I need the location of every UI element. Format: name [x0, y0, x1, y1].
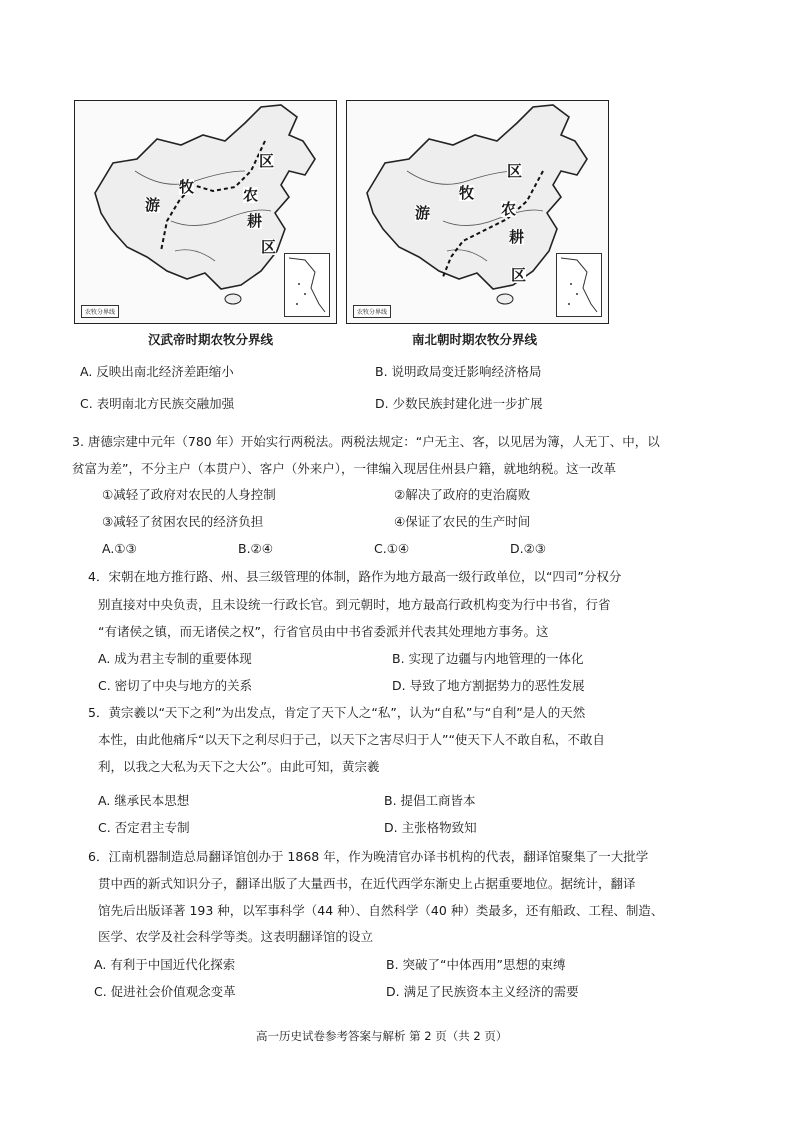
map-label-nong: 农	[501, 200, 517, 218]
q2-option-b[interactable]: B. 说明政局变迁影响经济格局	[375, 364, 542, 379]
map-label-qu-bottom: 区	[511, 266, 527, 284]
q5-option-b[interactable]: B. 提倡工商皆本	[384, 793, 476, 808]
map-caption-han: 汉武帝时期农牧分界线	[148, 332, 274, 347]
q3-stem-line1: 3. 唐德宗建中元年（780 年）开始实行两税法。两税法规定：“户无主、客，以见居为簿，人无丁、中，以	[72, 434, 660, 449]
q5-option-d[interactable]: D. 主张格物致知	[384, 820, 477, 835]
q4-option-c[interactable]: C. 密切了中央与地方的关系	[98, 678, 253, 693]
q5-option-c[interactable]: C. 否定君主专制	[98, 820, 190, 835]
q6-stem-line4: 医学、农学及社会科学等类。这表明翻译馆的设立	[98, 929, 374, 944]
q6-option-a[interactable]: A. 有利于中国近代化探索	[94, 957, 236, 972]
q3-stem-line2: 贫富为差”，不分主户（本贯户）、客户（外来户），一律编入现居住州县户籍，就地纳税。这一改革	[72, 461, 616, 476]
q4-option-b[interactable]: B. 实现了边疆与内地管理的一体化	[392, 651, 584, 666]
map-label-nong: 农	[243, 186, 259, 204]
map-legend: 农牧分界线	[353, 305, 391, 318]
map-label-mu: 牧	[179, 178, 195, 196]
q3-option-d[interactable]: D.②③	[510, 541, 547, 556]
map-label-you: 游	[415, 204, 431, 222]
south-sea-inset	[556, 253, 602, 317]
map-legend: 农牧分界线	[81, 305, 119, 318]
q6-option-c[interactable]: C. 促进社会价值观念变革	[94, 984, 236, 999]
map-label-geng: 耕	[509, 228, 525, 246]
q5-stem-line2: 本性，由此他痛斥“以天下之利尽归于己，以天下之害尽归于人”“使天下人不敢自私，不敢自	[98, 732, 605, 747]
q3-option-c[interactable]: C.①④	[374, 541, 410, 556]
q4-option-d[interactable]: D. 导致了地方割据势力的恶性发展	[392, 678, 585, 693]
q3-item-1: ①减轻了政府对农民的人身控制	[102, 487, 276, 502]
q6-option-b[interactable]: B. 突破了“中体西用”思想的束缚	[386, 957, 566, 972]
q6-stem-line1: 6．江南机器制造总局翻译馆创办于 1868 年，作为晚清官办译书机构的代表，翻译馆聚集了一大批学	[88, 849, 649, 864]
page-footer: 高一历史试卷参考答案与解析 第 2 页（共 2 页）	[256, 1029, 508, 1043]
map-label-mu: 牧	[459, 184, 475, 202]
map-nanbeichao	[346, 100, 609, 324]
q5-option-a[interactable]: A. 继承民本思想	[98, 793, 190, 808]
q3-option-a[interactable]: A.①③	[102, 541, 137, 556]
q3-item-2: ②解决了政府的吏治腐败	[394, 487, 531, 502]
map-label-you: 游	[145, 196, 161, 214]
q6-option-d[interactable]: D. 满足了民族资本主义经济的需要	[386, 984, 579, 999]
q3-item-4: ④保证了农民的生产时间	[394, 514, 531, 529]
map-label-qu-top: 区	[507, 162, 523, 180]
south-sea-inset	[284, 253, 330, 317]
map-label-qu-top: 区	[259, 152, 275, 170]
q3-option-b[interactable]: B.②④	[238, 541, 273, 556]
q2-option-c[interactable]: C. 表明南北方民族交融加强	[80, 396, 235, 411]
q6-stem-line2: 贯中西的新式知识分子，翻译出版了大量西书，在近代西学东渐史上占据重要地位。据统计，翻译	[98, 876, 636, 891]
q4-stem-line1: 4．宋朝在地方推行路、州、县三级管理的体制，路作为地方最高一级行政单位，以“四司”分权分	[88, 569, 622, 584]
map-han-wudi	[74, 100, 337, 324]
q5-stem-line1: 5．黄宗羲以“天下之利”为出发点，肯定了天下人之“私”，认为“自私”与“自利”是人的天然	[88, 705, 586, 720]
q2-option-d[interactable]: D. 少数民族封建化进一步扩展	[375, 396, 543, 411]
q4-stem-line2: 别直接对中央负责，且未设统一行政长官。到元朝时，地方最高行政机构变为行中书省，行省	[98, 597, 611, 612]
map-label-qu-bottom: 区	[261, 238, 277, 256]
map-label-geng: 耕	[247, 212, 263, 230]
q3-item-3: ③减轻了贫困农民的经济负担	[102, 514, 264, 529]
q4-stem-line3: “有诸侯之镇，而无诸侯之权”，行省官员由中书省委派并代表其处理地方事务。这	[98, 624, 549, 639]
q5-stem-line3: 利，以我之大私为天下之大公”。由此可知，黄宗羲	[98, 759, 380, 774]
q4-option-a[interactable]: A. 成为君主专制的重要体现	[98, 651, 252, 666]
q2-option-a[interactable]: A. 反映出南北经济差距缩小	[80, 364, 234, 379]
map-caption-nanbeichao: 南北朝时期农牧分界线	[412, 332, 538, 347]
q6-stem-line3: 馆先后出版译著 193 种，以军事科学（44 种）、自然科学（40 种）类最多，还有船政、工程、制造、	[98, 903, 664, 918]
